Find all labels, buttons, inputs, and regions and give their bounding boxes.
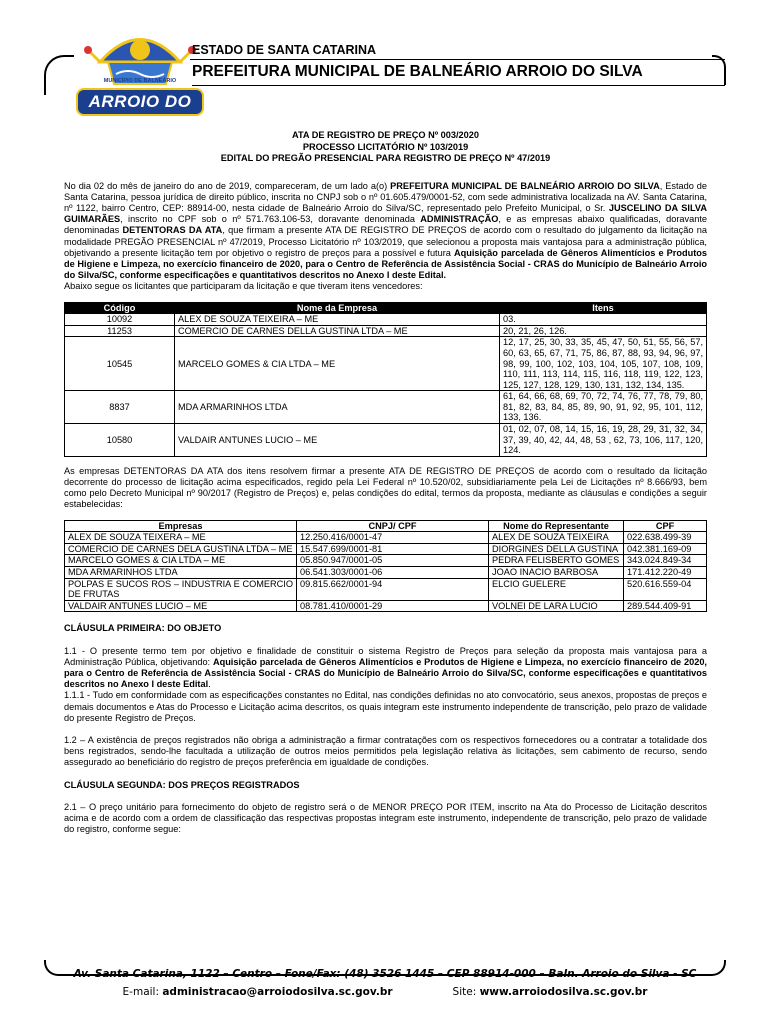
code-cell: 10545 bbox=[65, 337, 175, 391]
city-hall-name: PREFEITURA MUNICIPAL DE BALNEÁRIO ARROIO DO SILVA bbox=[192, 63, 643, 80]
cpf-cell: 520.616.559-04 bbox=[624, 578, 707, 600]
items-cell: 20, 21, 26, 126. bbox=[500, 325, 707, 337]
text-run: . bbox=[208, 679, 211, 690]
clause-two-item-2-1: 2.1 – O preço unitário para fornecimento do objeto de registro será o de MENOR PREÇO POR ITEM, inscrito na Ata do Processo de Licitação descritos acima e de acordo com a ordem de classificação das respectivas propostas integram este instrumento, independente de transcrição, pelo prazo de validade do registro, conforme segue: bbox=[64, 801, 707, 835]
cpf-cell: 289.544.409-91 bbox=[624, 600, 707, 612]
cpf-cell: 022.638.499-39 bbox=[624, 532, 707, 544]
text-run-bold: ADMINISTRAÇÃO bbox=[420, 214, 499, 225]
representative-cell: PEDRA FELISBERTO GOMES bbox=[489, 555, 624, 567]
table-row bbox=[65, 600, 707, 612]
items-cell: 12, 17, 25, 30, 33, 35, 45, 47, 50, 51, 55, 56, 57, 60, 63, 65, 67, 71, 75, 86, 87, 88, 93, 94, 96, 97, 98, 99, 100, 102, 103, 104, 105, 107, 108, 109, 110, 111, 113, 114, 115, 116, 118, 119, 122, 123, 125, 127, 128, 129, 130, 131, 132, 134, 135. bbox=[500, 337, 707, 391]
column-header: CPF bbox=[624, 520, 707, 532]
text-run-bold: PREFEITURA MUNICIPAL DE BALNEÁRIO ARROIO DO SILVA bbox=[390, 180, 660, 191]
clause-one-title: CLÁUSULA PRIMEIRA: DO OBJETO bbox=[64, 623, 222, 634]
site-label: Site: bbox=[452, 986, 480, 998]
footer-contacts bbox=[0, 986, 770, 998]
middle-paragraph: As empresas DETENTORAS DA ATA dos itens resolvem firmar a presente ATA DE REGISTRO DE PREÇOS de acordo com o resultado da licitação decorrente do processo de licitação acima especificados, regido pela Lei Federal nº 10.520/02, subsidiariamente pela Lei de Licitações nº 8.666/93, bem como pelo Decreto Municipal nº 90/2017 (Registro de Preços) e, pelas condições do edital, termos da proposta, mediante as cláusulas e condições a seguir estabelecidas: bbox=[64, 465, 707, 510]
clause-two-title: CLÁUSULA SEGUNDA: DOS PREÇOS REGISTRADOS bbox=[64, 779, 300, 790]
code-cell: 11253 bbox=[65, 325, 175, 337]
companies-representatives-table bbox=[64, 520, 707, 613]
table-row bbox=[65, 532, 707, 544]
code-cell: 10092 bbox=[65, 314, 175, 326]
cpf-cell: 042.381.169-09 bbox=[624, 543, 707, 555]
clause-one-item-1-1-1: 1.1.1 - Tudo em conformidade com as especificações constantes no Edital, nas condições definidas no ato convocatório, seus anexos, propostas de preços e demais documentos e Atas do Processo e Licitação acima descritos, os quais integram este instrumento independente de transcrição, pelo prazo de validade do presente Registro de Preços. bbox=[64, 690, 707, 723]
company-cell: COMERCIO DE CARNES DELLA GUSTINA LTDA – ME bbox=[175, 325, 500, 337]
clause-one-item-1-2: 1.2 – A existência de preços registrados não obriga a administração a firmar contratações com os respectivos fornecedores ou a contratar a totalidade dos bens registrados, sendo-lhe facultada a utilização de outros meios permitidos pela legislação relativa às licitações, sem cabimento de recurso, sendo assegurado ao beneficiário do registro de preços preferência em igualdade de condições. bbox=[64, 735, 707, 768]
representative-cell: DIORGINES DELLA GUSTINA bbox=[489, 543, 624, 555]
text-run: , que firmam a presente ATA DE REGISTRO DE PREÇOS de acordo com o resultado do julgamento da licitação na modalidade PREGÃO PRESENCIAL nº 47/2019, Processo Licitatório nº 103/2019, que selecionou a proposta mais vantajosa para a administração pública, objetivando a presente licitação tem por objetivo o registro de preços para a possível e futura bbox=[64, 225, 708, 258]
company-cell: VALDAIR ANTUNES LUCIO – ME bbox=[175, 424, 500, 457]
text-run-bold: DETENTORAS DA ATA bbox=[122, 225, 223, 236]
company-cell: ALEX DE SOUZA TEIXEIRA – ME bbox=[175, 314, 500, 326]
email-label: E-mail: bbox=[122, 986, 163, 998]
header-rule bbox=[190, 59, 725, 60]
clause-one-item-1-1 bbox=[64, 646, 707, 691]
footer-address: Av. Santa Catarina, 1122 – Centro – Fone/Fax: (48) 3526 1445 – CEP 88914-000 – Baln. Arroio do Silva - SC bbox=[73, 968, 697, 980]
column-header: CNPJ/ CPF bbox=[297, 520, 489, 532]
text-run: No dia 02 do mês de janeiro do ano de 2019, compareceram, de um lado a(o) bbox=[64, 180, 391, 191]
cpf-cell: 343.024.849-34 bbox=[624, 555, 707, 567]
items-cell: 61, 64, 66, 68, 69, 70, 72, 74, 76, 77, 78, 79, 80, 81, 82, 83, 84, 85, 89, 90, 91, 92, 95, 101, 112, 133, 136. bbox=[500, 391, 707, 424]
table-row bbox=[65, 325, 707, 337]
representative-cell: ALEX DE SOUZA TEIXEIRA bbox=[489, 532, 624, 544]
column-header: Itens bbox=[500, 302, 707, 314]
representative-cell: JOAO INACIO BARBOSA bbox=[489, 567, 624, 579]
bidders-intro: Abaixo segue os licitantes que participaram da licitação e que tiveram itens vencedores: bbox=[64, 281, 423, 292]
text-run-bold: JUSCELINO DA SILVA GUIMARÃES bbox=[64, 202, 707, 225]
table-row bbox=[65, 543, 707, 555]
representative-cell: ELCIO GUELERE bbox=[489, 578, 624, 600]
column-header: Código bbox=[65, 302, 175, 314]
table-header-row bbox=[65, 520, 707, 532]
company-cell: MDA ARMARINHOS LTDA bbox=[175, 391, 500, 424]
cnpj-cell: 05.850.947/0001-05 bbox=[297, 555, 489, 567]
table-row bbox=[65, 578, 707, 600]
logo-subtitle: MUNICÍPIO DE BALNEÁRIO bbox=[103, 78, 177, 84]
document-titles bbox=[64, 130, 707, 165]
text-run: , Estado de Santa Catarina, pessoa jurídica de direito público, inscrita no CNPJ sob o nº 01.605.479/0001-52, com sede administrativa localizada na AV. Santa Catarina, nº 1122, bairro Centro, CEP: 88914-00, nesta cidade de Balneário Arroio do Silva/SC, representado pelo Prefeito Municipal, o Sr. bbox=[64, 180, 708, 213]
table-row bbox=[65, 391, 707, 424]
title-ata: ATA DE REGISTRO DE PREÇO Nº 003/2020 bbox=[292, 130, 479, 140]
company-cell: POLPAS E SUCOS ROS – INDUSTRIA E COMERCIO DE FRUTAS bbox=[65, 578, 297, 600]
cnpj-cell: 08.781.410/0001-29 bbox=[297, 600, 489, 612]
page-footer bbox=[0, 960, 770, 1024]
cnpj-cell: 15.547.699/0001-81 bbox=[297, 543, 489, 555]
document-body bbox=[64, 130, 707, 835]
company-cell: MARCELO GOMES & CIA LTDA – ME bbox=[65, 555, 297, 567]
representative-cell: VOLNEI DE LARA LUCIO bbox=[489, 600, 624, 612]
text-run: , inscrito no CPF sob o nº 571.763.106-53, doravante denominada bbox=[120, 214, 421, 225]
cnpj-cell: 06.541.303/0001-06 bbox=[297, 567, 489, 579]
table-header-row bbox=[65, 302, 707, 314]
table-row bbox=[65, 424, 707, 457]
company-cell: ALEX DE SOUZA TEIXERA – ME bbox=[65, 532, 297, 544]
code-cell: 8837 bbox=[65, 391, 175, 424]
email-link[interactable]: administracao@arroiodosilva.sc.gov.br bbox=[162, 986, 393, 998]
state-name: ESTADO DE SANTA CATARINA bbox=[192, 43, 377, 57]
cpf-cell: 171.412.220-49 bbox=[624, 567, 707, 579]
logo-town-name: ARROIO DO SILVA bbox=[76, 88, 204, 116]
text-run: 1.1 - O presente termo tem por objetivo e finalidade de constituir o sistema Registro de Preços para seleção da proposta mais vantajosa para a Administração Pública, objetivando: bbox=[64, 645, 707, 667]
text-run-bold: Aquisição parcelada de Gêneros Alimentícios e Produtos de Higiene e Limpeza, no exercício financeiro de 2020, para o Centro de Referência de Assistência Social - CRAS do Município de Balneário Arroio do Silva/SC, conforme especificações e quantitativos descritos no Anexo I deste Edital bbox=[64, 656, 707, 690]
column-header: Nome do Representante bbox=[489, 520, 624, 532]
table-row bbox=[65, 337, 707, 391]
cnpj-cell: 09.815.662/0001-94 bbox=[297, 578, 489, 600]
column-header: Nome da Empresa bbox=[175, 302, 500, 314]
table-row bbox=[65, 555, 707, 567]
text-run: , e as empresas abaixo qualificadas, doravante denominadas bbox=[64, 214, 707, 236]
table-row bbox=[65, 567, 707, 579]
table-row bbox=[65, 314, 707, 326]
items-cell: 03. bbox=[500, 314, 707, 326]
municipal-coat-of-arms-logo bbox=[70, 22, 210, 135]
company-cell: MARCELO GOMES & CIA LTDA – ME bbox=[175, 337, 500, 391]
code-cell: 10580 bbox=[65, 424, 175, 457]
column-header: Empresas bbox=[65, 520, 297, 532]
intro-paragraph bbox=[64, 181, 707, 282]
title-edital: EDITAL DO PREGÃO PRESENCIAL PARA REGISTRO DE PREÇO Nº 47/2019 bbox=[220, 153, 551, 163]
frame-corner-left bbox=[44, 55, 74, 95]
site-link[interactable]: www.arroiodosilva.sc.gov.br bbox=[479, 986, 648, 998]
company-cell: MDA ARMARINHOS LTDA bbox=[65, 567, 297, 579]
company-cell: COMERCIO DE CARNES DELA GUSTINA LTDA – ME bbox=[65, 543, 297, 555]
title-processo: PROCESSO LICITATÓRIO Nº 103/2019 bbox=[302, 141, 469, 152]
company-cell: VALDAIR ANTUNES LUCIO – ME bbox=[65, 600, 297, 612]
cnpj-cell: 12.250.416/0001-47 bbox=[297, 532, 489, 544]
winning-bidders-table bbox=[64, 302, 707, 457]
items-cell: 01, 02, 07, 08, 14, 15, 16, 19, 28, 29, 31, 32, 34, 37, 39, 40, 42, 44, 48, 53 , 62, 73, 106, 117, 120, 124. bbox=[500, 424, 707, 457]
text-run-bold: Aquisição parcelada de Gêneros Alimentícios e Produtos de Higiene e Limpeza, no exercício financeiro de 2020, para o Centro de Referência de Assistência Social - CRAS do Município de Balneário Arroio do Silva/SC, conforme especificações e quantitativos descritos no Anexo I deste Edital. bbox=[64, 247, 707, 281]
header-rule bbox=[192, 85, 725, 86]
